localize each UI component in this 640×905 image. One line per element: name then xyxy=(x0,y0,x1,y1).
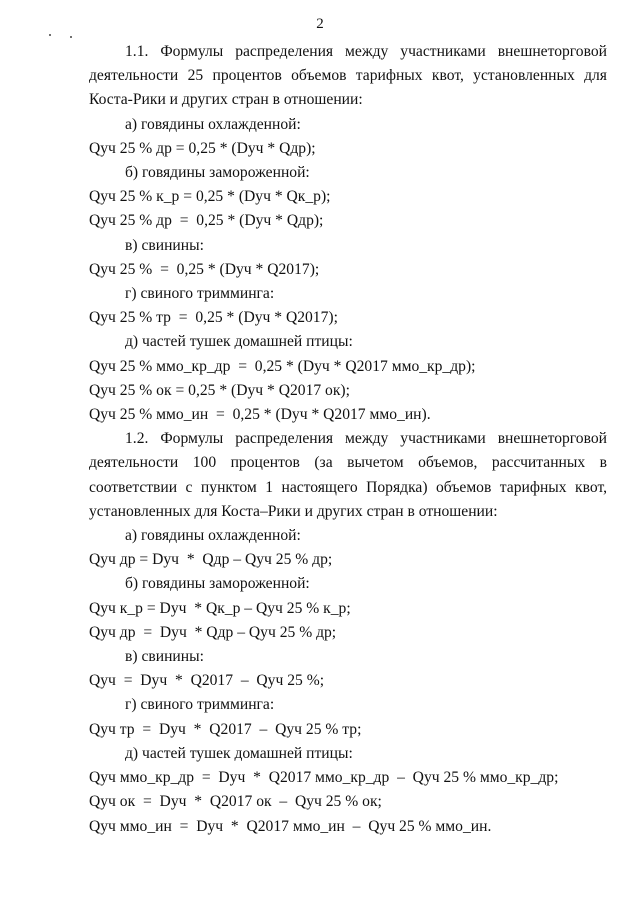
formula-line: Qуч ок = Dуч * Q2017 ок – Qуч 25 % ок; xyxy=(89,793,382,811)
group-label: д) частей тушек домашней птицы: xyxy=(125,744,353,762)
group-beef-frozen xyxy=(89,572,607,645)
group-poultry-parts xyxy=(89,742,607,839)
group-beef-frozen xyxy=(89,161,607,234)
formula-line: Qуч 25 % др = 0,25 * (Dуч * Qдр); xyxy=(89,212,324,230)
group-label: г) свиного тримминга: xyxy=(125,696,275,714)
section-1-2 xyxy=(89,427,607,838)
group-label: в) свинины: xyxy=(125,648,204,666)
formula-line: Qуч тр = Dуч * Q2017 – Qуч 25 % тр; xyxy=(89,720,362,738)
group-beef-chilled xyxy=(89,113,607,161)
section-heading: 1.1. Формулы распределения между участниками внешнеторговой деятельности 25 процентов объемов тарифных квот, установленных для Коста-Рики и других стран в отношении: xyxy=(89,43,607,109)
section-heading: 1.2. Формулы распределения между участниками внешнеторговой деятельности 100 процентов (за вычетом объемов, рассчитанных в соответствии с пунктом 1 настоящего Порядка) объемов тарифных квот, установленных для Коста–Рики и других стран в отношении: xyxy=(89,430,607,520)
formula-line: Qуч = Dуч * Q2017 – Qуч 25 %; xyxy=(89,672,325,690)
group-pork xyxy=(89,645,607,693)
group-label: в) свинины: xyxy=(125,236,204,254)
group-label: г) свиного тримминга: xyxy=(125,285,275,303)
section-1-1 xyxy=(89,40,607,427)
formula-line: Qуч 25 % тр = 0,25 * (Dуч * Q2017); xyxy=(89,309,338,327)
formula-line: Qуч 25 % ок = 0,25 * (Dуч * Q2017 ок); xyxy=(89,381,350,399)
formula-line: Qуч др = Dуч * Qдр – Qуч 25 % др; xyxy=(89,551,333,569)
formula-line: Qуч ммо_кр_др = Dуч * Q2017 ммо_кр_др – Qуч 25 % ммо_кр_др; xyxy=(89,769,559,787)
group-label: б) говядины замороженной: xyxy=(125,164,310,182)
formula-line: Qуч др = Dуч * Qдр – Qуч 25 % др; xyxy=(89,623,337,641)
formula-line: Qуч ммо_ин = Dуч * Q2017 ммо_ин – Qуч 25 % ммо_ин. xyxy=(89,817,492,835)
group-label: а) говядины охлажденной: xyxy=(125,527,301,545)
group-label: а) говядины охлажденной: xyxy=(125,115,301,133)
formula-line: Qуч 25 % ммо_ин = 0,25 * (Dуч * Q2017 ммо_ин). xyxy=(89,406,431,424)
scan-speck xyxy=(49,34,51,36)
group-pork xyxy=(89,234,607,282)
formula-line: Qуч 25 % = 0,25 * (Dуч * Q2017); xyxy=(89,260,320,278)
page-number: 2 xyxy=(316,16,324,32)
scan-speck xyxy=(70,36,72,38)
group-label: д) частей тушек домашней птицы: xyxy=(125,333,353,351)
formula-line: Qуч 25 % к_р = 0,25 * (Dуч * Qк_р); xyxy=(89,188,331,206)
formula-line: Qуч 25 % др = 0,25 * (Dуч * Qдр); xyxy=(89,139,316,157)
group-label: б) говядины замороженной: xyxy=(125,575,310,593)
group-poultry-parts xyxy=(89,330,607,427)
group-beef-chilled xyxy=(89,524,607,572)
formula-line: Qуч 25 % ммо_кр_др = 0,25 * (Dуч * Q2017 ммо_кр_др); xyxy=(89,357,476,375)
group-pork-trimming xyxy=(89,282,607,330)
document-body xyxy=(89,40,607,839)
group-pork-trimming xyxy=(89,693,607,741)
formula-line: Qуч к_р = Dуч * Qк_р – Qуч 25 % к_р; xyxy=(89,599,351,617)
